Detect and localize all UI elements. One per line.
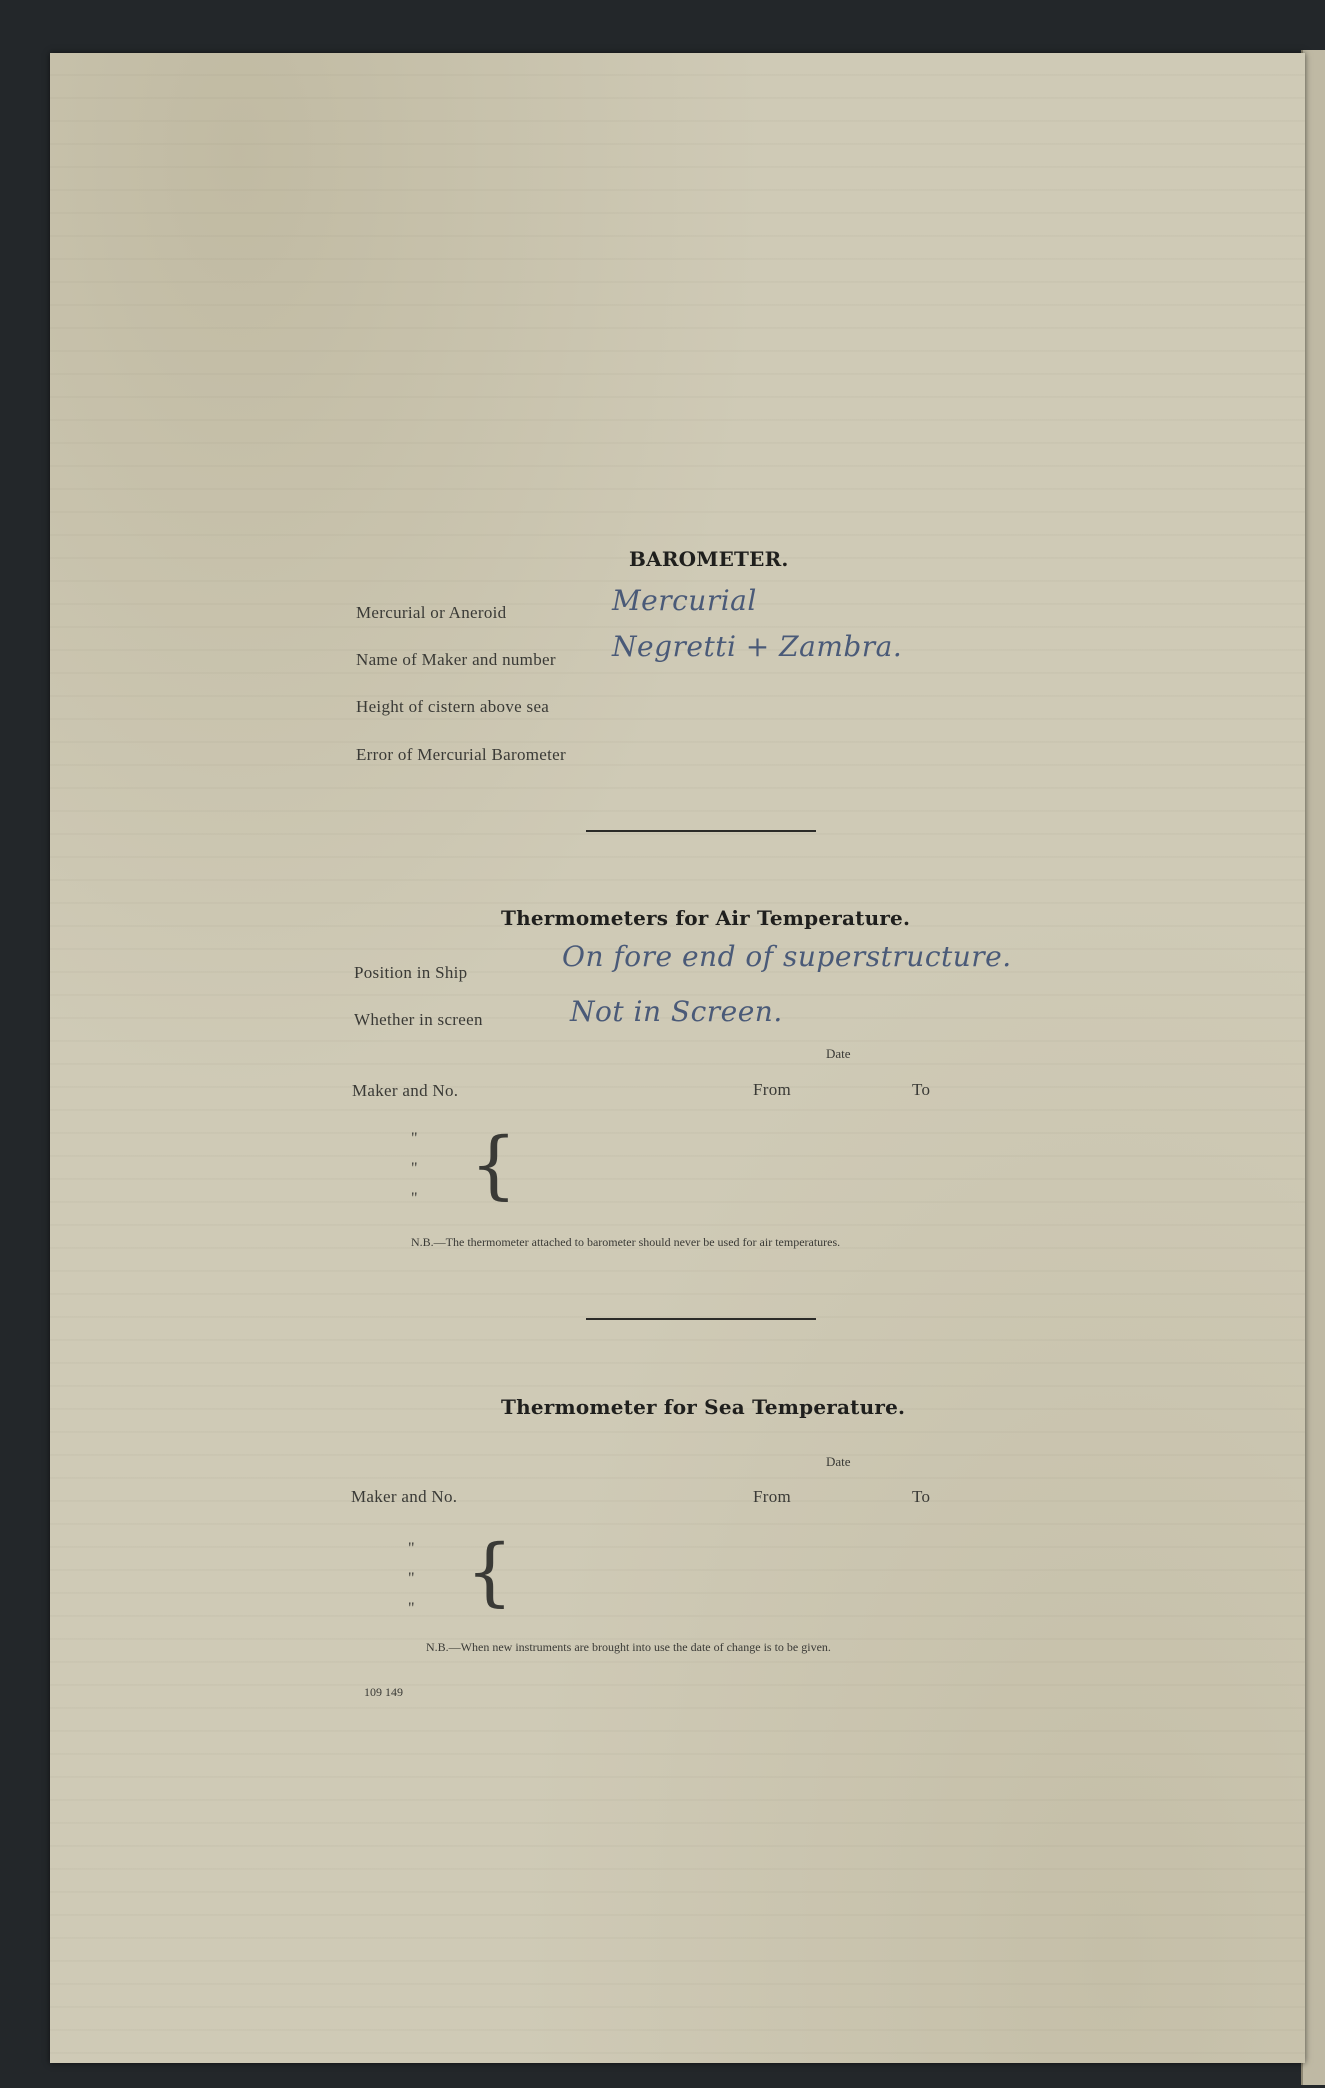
cistern-height-label: Height of cistern above sea [356,697,550,716]
sea-to-label: To [912,1487,931,1506]
section-divider [586,1318,816,1320]
sea-ditto-mark: " [408,1540,415,1557]
sea-ditto-mark: " [408,1570,415,1587]
sea-thermometer-heading: Thermometer for Sea Temperature. [501,1395,906,1419]
air-ditto-mark: " [411,1160,418,1177]
air-from-label: From [753,1080,792,1099]
form-number: 109 149 [364,1685,403,1699]
mercurial-or-aneroid-label: Mercurial or Aneroid [356,603,507,622]
air-brace: { [470,1122,518,1208]
form-page [50,53,1305,2063]
maker-number-label: Name of Maker and number [356,650,556,669]
barometer-heading: BAROMETER. [629,547,789,571]
position-in-ship-label: Position in Ship [354,963,468,982]
sea-brace: { [466,1529,514,1615]
whether-in-screen-label: Whether in screen [354,1010,483,1029]
section-divider [586,830,816,832]
air-maker-label: Maker and No. [352,1081,459,1100]
sea-maker-label: Maker and No. [351,1487,458,1506]
sea-ditto-mark: " [408,1600,415,1617]
barometer-error-label: Error of Mercurial Barometer [356,745,566,764]
sea-date-label: Date [826,1454,851,1469]
whether-in-screen-value: Not in Screen. [570,995,783,1028]
sea-from-label: From [753,1487,792,1506]
maker-number-value: Negretti + Zambra. [612,630,903,663]
air-thermometers-heading: Thermometers for Air Temperature. [501,906,911,930]
position-in-ship-value: On fore end of superstructure. [562,940,1012,973]
air-ditto-mark: " [411,1190,418,1207]
air-to-label: To [912,1080,931,1099]
mercurial-or-aneroid-value: Mercurial [612,584,757,617]
air-date-label: Date [826,1046,851,1061]
air-ditto-mark: " [411,1130,418,1147]
air-note: N.B.—The thermometer attached to barometer should never be used for air temperatures. [411,1235,841,1249]
sea-note: N.B.—When new instruments are brought into use the date of change is to be given. [426,1640,831,1654]
